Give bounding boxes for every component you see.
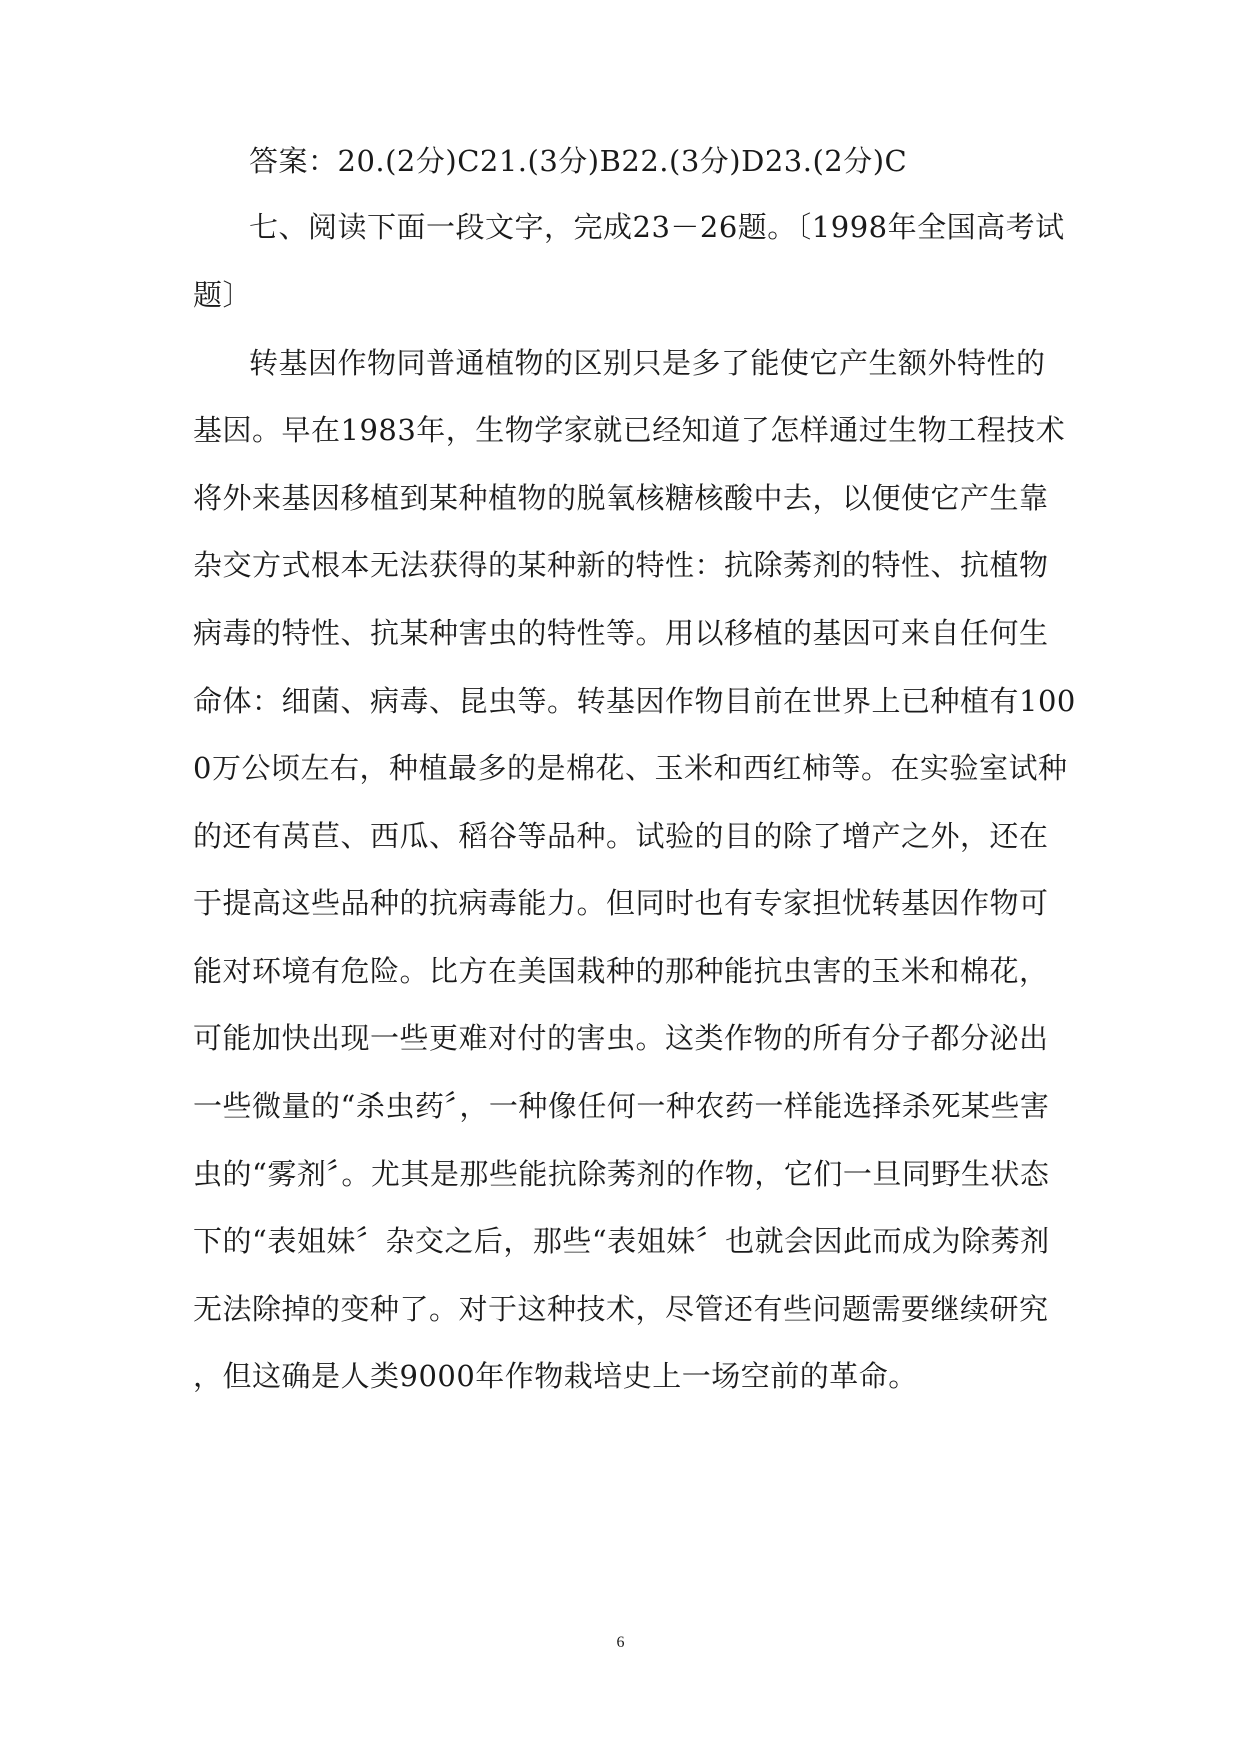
passage-line: ，但这确是人类9000年作物栽培史上一场空前的革命。 bbox=[193, 1359, 918, 1393]
page-number: 6 bbox=[616, 1634, 625, 1651]
passage-line: 基因。早在1983年，生物学家就已经知道了怎样通过生物工程技术 bbox=[193, 413, 1066, 447]
passage-line: 一些微量的“杀虫药〞，一种像任何一种农药一样能选择杀死某些害 bbox=[193, 1089, 1050, 1123]
passage-line: 于提高这些品种的抗病毒能力。但同时也有专家担忧转基因作物可 bbox=[193, 886, 1049, 920]
passage-line: 可能加快出现一些更难对付的害虫。这类作物的所有分子都分泌出 bbox=[193, 1021, 1049, 1055]
passage-line: 病毒的特性、抗某种害虫的特性等。用以移植的基因可来自任何生 bbox=[193, 616, 1049, 650]
passage-line: 无法除掉的变种了。对于这种技术，尽管还有些问题需要继续研究 bbox=[193, 1292, 1049, 1326]
passage-line: 杂交方式根本无法获得的某种新的特性：抗除莠剂的特性、抗植物 bbox=[193, 548, 1049, 582]
passage-line: 的还有莴苣、西瓜、稻谷等品种。试验的目的除了增产之外，还在 bbox=[193, 819, 1049, 853]
question-heading-line-1: 七、阅读下面一段文字，完成23－26题。〔1998年全国高考试 bbox=[249, 210, 1065, 244]
passage-line: 将外来基因移植到某种植物的脱氧核糖核酸中去，以便使它产生靠 bbox=[193, 481, 1049, 515]
answer-line: 答案：20.(2分)C21.(3分)B22.(3分)D23.(2分)C bbox=[249, 144, 908, 178]
passage-line: 下的“表姐妹〞杂交之后，那些“表姐妹〞也就会因此而成为除莠剂 bbox=[193, 1224, 1050, 1258]
passage-line: 虫的“雾剂〞。尤其是那些能抗除莠剂的作物，它们一旦同野生状态 bbox=[193, 1157, 1050, 1191]
passage-line: 转基因作物同普通植物的区别只是多了能使它产生额外特性的 bbox=[249, 346, 1046, 380]
passage-line: 能对环境有危险。比方在美国栽种的那种能抗虫害的玉米和棉花， bbox=[193, 954, 1049, 988]
passage-line: 0万公顷左右，种植最多的是棉花、玉米和西红柿等。在实验室试种 bbox=[193, 751, 1068, 785]
question-heading-line-2: 题〕 bbox=[193, 278, 253, 312]
passage-line: 命体：细菌、病毒、昆虫等。转基因作物目前在世界上已种植有100 bbox=[193, 684, 1076, 718]
